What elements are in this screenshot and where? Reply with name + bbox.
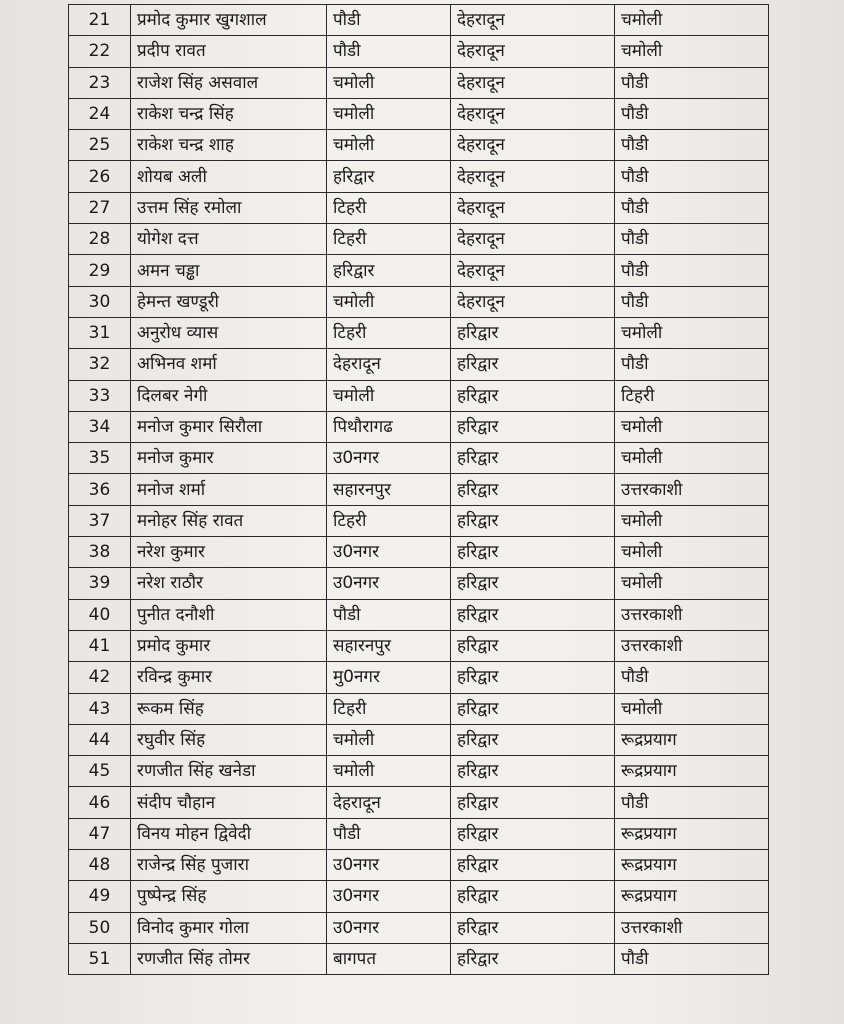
- new-posting-cell: देहरादून: [451, 67, 615, 98]
- serial-number-cell: 33: [69, 380, 131, 411]
- current-posting-cell: पौडी: [327, 36, 451, 67]
- current-posting-cell: पिथौरागढ: [327, 411, 451, 442]
- serial-number-cell: 48: [69, 850, 131, 881]
- employee-name-cell: मनोज शर्मा: [131, 474, 327, 505]
- employee-name-cell: राकेश चन्द्र सिंह: [131, 98, 327, 129]
- employee-name-cell: संदीप चौहान: [131, 787, 327, 818]
- employee-name-cell: शोयब अली: [131, 161, 327, 192]
- home-district-cell: पौडी: [615, 286, 769, 317]
- table-row: [69, 286, 769, 317]
- employee-name-cell: मनोज कुमार: [131, 443, 327, 474]
- current-posting-cell: चमोली: [327, 67, 451, 98]
- home-district-cell: चमोली: [615, 411, 769, 442]
- table-row: [69, 881, 769, 912]
- new-posting-cell: हरिद्वार: [451, 505, 615, 536]
- table-row: [69, 5, 769, 36]
- employee-name-cell: रणजीत सिंह तोमर: [131, 943, 327, 974]
- employee-name-cell: उत्तम सिंह रमोला: [131, 192, 327, 223]
- table-row: [69, 349, 769, 380]
- table-row: [69, 662, 769, 693]
- new-posting-cell: देहरादून: [451, 161, 615, 192]
- table-row: [69, 724, 769, 755]
- current-posting-cell: चमोली: [327, 756, 451, 787]
- employee-name-cell: योगेश दत्त: [131, 224, 327, 255]
- current-posting-cell: सहारनपुर: [327, 630, 451, 661]
- serial-number-cell: 39: [69, 568, 131, 599]
- home-district-cell: रूद्रप्रयाग: [615, 850, 769, 881]
- serial-number-cell: 42: [69, 662, 131, 693]
- employee-name-cell: अनुरोध व्यास: [131, 317, 327, 348]
- current-posting-cell: उ0नगर: [327, 881, 451, 912]
- new-posting-cell: हरिद्वार: [451, 662, 615, 693]
- new-posting-cell: देहरादून: [451, 255, 615, 286]
- home-district-cell: पौडी: [615, 161, 769, 192]
- serial-number-cell: 34: [69, 411, 131, 442]
- home-district-cell: पौडी: [615, 787, 769, 818]
- employee-name-cell: राजेश सिंह असवाल: [131, 67, 327, 98]
- home-district-cell: पौडी: [615, 67, 769, 98]
- employee-name-cell: मनोहर सिंह रावत: [131, 505, 327, 536]
- current-posting-cell: पौडी: [327, 599, 451, 630]
- current-posting-cell: सहारनपुर: [327, 474, 451, 505]
- home-district-cell: चमोली: [615, 443, 769, 474]
- home-district-cell: उत्तरकाशी: [615, 474, 769, 505]
- new-posting-cell: देहरादून: [451, 5, 615, 36]
- table-row: [69, 537, 769, 568]
- employee-name-cell: पुनीत दनौशी: [131, 599, 327, 630]
- current-posting-cell: चमोली: [327, 380, 451, 411]
- table-row: [69, 411, 769, 442]
- table-row: [69, 943, 769, 974]
- home-district-cell: पौडी: [615, 349, 769, 380]
- current-posting-cell: टिहरी: [327, 505, 451, 536]
- employee-name-cell: मनोज कुमार सिरौला: [131, 411, 327, 442]
- serial-number-cell: 36: [69, 474, 131, 505]
- current-posting-cell: उ0नगर: [327, 912, 451, 943]
- current-posting-cell: टिहरी: [327, 192, 451, 223]
- home-district-cell: टिहरी: [615, 380, 769, 411]
- table-row: [69, 850, 769, 881]
- table-row: [69, 912, 769, 943]
- new-posting-cell: देहरादून: [451, 224, 615, 255]
- home-district-cell: चमोली: [615, 693, 769, 724]
- new-posting-cell: हरिद्वार: [451, 474, 615, 505]
- table-row: [69, 693, 769, 724]
- table-row: [69, 505, 769, 536]
- serial-number-cell: 37: [69, 505, 131, 536]
- table-row: [69, 36, 769, 67]
- current-posting-cell: टिहरी: [327, 317, 451, 348]
- home-district-cell: चमोली: [615, 317, 769, 348]
- table-row: [69, 818, 769, 849]
- serial-number-cell: 44: [69, 724, 131, 755]
- serial-number-cell: 45: [69, 756, 131, 787]
- table-row: [69, 443, 769, 474]
- new-posting-cell: हरिद्वार: [451, 912, 615, 943]
- table-row: [69, 756, 769, 787]
- table-row: [69, 98, 769, 129]
- new-posting-cell: हरिद्वार: [451, 599, 615, 630]
- table-row: [69, 474, 769, 505]
- serial-number-cell: 38: [69, 537, 131, 568]
- current-posting-cell: उ0नगर: [327, 850, 451, 881]
- home-district-cell: उत्तरकाशी: [615, 912, 769, 943]
- serial-number-cell: 21: [69, 5, 131, 36]
- home-district-cell: उत्तरकाशी: [615, 599, 769, 630]
- home-district-cell: चमोली: [615, 36, 769, 67]
- new-posting-cell: हरिद्वार: [451, 630, 615, 661]
- employee-name-cell: प्रमोद कुमार: [131, 630, 327, 661]
- serial-number-cell: 49: [69, 881, 131, 912]
- current-posting-cell: चमोली: [327, 98, 451, 129]
- new-posting-cell: हरिद्वार: [451, 787, 615, 818]
- employee-name-cell: राकेश चन्द्र शाह: [131, 130, 327, 161]
- employee-name-cell: दिलबर नेगी: [131, 380, 327, 411]
- new-posting-cell: देहरादून: [451, 286, 615, 317]
- transfer-table: [68, 4, 769, 975]
- home-district-cell: पौडी: [615, 192, 769, 223]
- current-posting-cell: पौडी: [327, 818, 451, 849]
- table-row: [69, 317, 769, 348]
- current-posting-cell: चमोली: [327, 130, 451, 161]
- serial-number-cell: 32: [69, 349, 131, 380]
- employee-name-cell: रघुवीर सिंह: [131, 724, 327, 755]
- serial-number-cell: 50: [69, 912, 131, 943]
- table-row: [69, 630, 769, 661]
- current-posting-cell: टिहरी: [327, 224, 451, 255]
- home-district-cell: रूद्रप्रयाग: [615, 756, 769, 787]
- employee-name-cell: अमन चड्ढा: [131, 255, 327, 286]
- home-district-cell: चमोली: [615, 505, 769, 536]
- serial-number-cell: 22: [69, 36, 131, 67]
- new-posting-cell: हरिद्वार: [451, 411, 615, 442]
- table-row: [69, 599, 769, 630]
- serial-number-cell: 40: [69, 599, 131, 630]
- current-posting-cell: देहरादून: [327, 349, 451, 380]
- new-posting-cell: हरिद्वार: [451, 537, 615, 568]
- serial-number-cell: 29: [69, 255, 131, 286]
- table-row: [69, 787, 769, 818]
- current-posting-cell: पौडी: [327, 5, 451, 36]
- home-district-cell: पौडी: [615, 662, 769, 693]
- new-posting-cell: हरिद्वार: [451, 349, 615, 380]
- new-posting-cell: हरिद्वार: [451, 756, 615, 787]
- home-district-cell: पौडी: [615, 255, 769, 286]
- serial-number-cell: 25: [69, 130, 131, 161]
- current-posting-cell: मु0नगर: [327, 662, 451, 693]
- new-posting-cell: हरिद्वार: [451, 881, 615, 912]
- home-district-cell: रूद्रप्रयाग: [615, 724, 769, 755]
- home-district-cell: पौडी: [615, 224, 769, 255]
- employee-name-cell: हेमन्त खण्डूरी: [131, 286, 327, 317]
- table-row: [69, 130, 769, 161]
- serial-number-cell: 23: [69, 67, 131, 98]
- serial-number-cell: 31: [69, 317, 131, 348]
- table-row: [69, 224, 769, 255]
- transfer-table-body: [69, 5, 769, 975]
- home-district-cell: पौडी: [615, 130, 769, 161]
- serial-number-cell: 43: [69, 693, 131, 724]
- employee-name-cell: रूकम सिंह: [131, 693, 327, 724]
- table-row: [69, 255, 769, 286]
- new-posting-cell: हरिद्वार: [451, 443, 615, 474]
- current-posting-cell: उ0नगर: [327, 537, 451, 568]
- serial-number-cell: 24: [69, 98, 131, 129]
- table-row: [69, 380, 769, 411]
- table-row: [69, 161, 769, 192]
- serial-number-cell: 26: [69, 161, 131, 192]
- new-posting-cell: देहरादून: [451, 36, 615, 67]
- employee-name-cell: रणजीत सिंह खनेडा: [131, 756, 327, 787]
- employee-name-cell: रविन्द्र कुमार: [131, 662, 327, 693]
- serial-number-cell: 27: [69, 192, 131, 223]
- new-posting-cell: हरिद्वार: [451, 850, 615, 881]
- new-posting-cell: हरिद्वार: [451, 317, 615, 348]
- serial-number-cell: 28: [69, 224, 131, 255]
- new-posting-cell: देहरादून: [451, 130, 615, 161]
- current-posting-cell: चमोली: [327, 286, 451, 317]
- serial-number-cell: 35: [69, 443, 131, 474]
- employee-name-cell: विनय मोहन द्विवेदी: [131, 818, 327, 849]
- employee-name-cell: नरेश राठौर: [131, 568, 327, 599]
- employee-name-cell: प्रमोद कुमार खुगशाल: [131, 5, 327, 36]
- current-posting-cell: उ0नगर: [327, 443, 451, 474]
- current-posting-cell: देहरादून: [327, 787, 451, 818]
- new-posting-cell: देहरादून: [451, 98, 615, 129]
- table-row: [69, 67, 769, 98]
- employee-name-cell: नरेश कुमार: [131, 537, 327, 568]
- employee-name-cell: अभिनव शर्मा: [131, 349, 327, 380]
- home-district-cell: चमोली: [615, 568, 769, 599]
- employee-name-cell: विनोद कुमार गोला: [131, 912, 327, 943]
- current-posting-cell: उ0नगर: [327, 568, 451, 599]
- home-district-cell: उत्तरकाशी: [615, 630, 769, 661]
- new-posting-cell: हरिद्वार: [451, 943, 615, 974]
- current-posting-cell: हरिद्वार: [327, 161, 451, 192]
- current-posting-cell: टिहरी: [327, 693, 451, 724]
- employee-name-cell: प्रदीप रावत: [131, 36, 327, 67]
- serial-number-cell: 41: [69, 630, 131, 661]
- current-posting-cell: हरिद्वार: [327, 255, 451, 286]
- employee-name-cell: पुष्पेन्द्र सिंह: [131, 881, 327, 912]
- home-district-cell: पौडी: [615, 98, 769, 129]
- serial-number-cell: 46: [69, 787, 131, 818]
- new-posting-cell: हरिद्वार: [451, 693, 615, 724]
- serial-number-cell: 30: [69, 286, 131, 317]
- new-posting-cell: हरिद्वार: [451, 568, 615, 599]
- home-district-cell: पौडी: [615, 943, 769, 974]
- new-posting-cell: हरिद्वार: [451, 380, 615, 411]
- employee-name-cell: राजेन्द्र सिंह पुजारा: [131, 850, 327, 881]
- table-row: [69, 192, 769, 223]
- new-posting-cell: हरिद्वार: [451, 724, 615, 755]
- new-posting-cell: देहरादून: [451, 192, 615, 223]
- home-district-cell: रूद्रप्रयाग: [615, 881, 769, 912]
- current-posting-cell: चमोली: [327, 724, 451, 755]
- table-row: [69, 568, 769, 599]
- new-posting-cell: हरिद्वार: [451, 818, 615, 849]
- home-district-cell: रूद्रप्रयाग: [615, 818, 769, 849]
- serial-number-cell: 51: [69, 943, 131, 974]
- home-district-cell: चमोली: [615, 537, 769, 568]
- home-district-cell: चमोली: [615, 5, 769, 36]
- serial-number-cell: 47: [69, 818, 131, 849]
- current-posting-cell: बागपत: [327, 943, 451, 974]
